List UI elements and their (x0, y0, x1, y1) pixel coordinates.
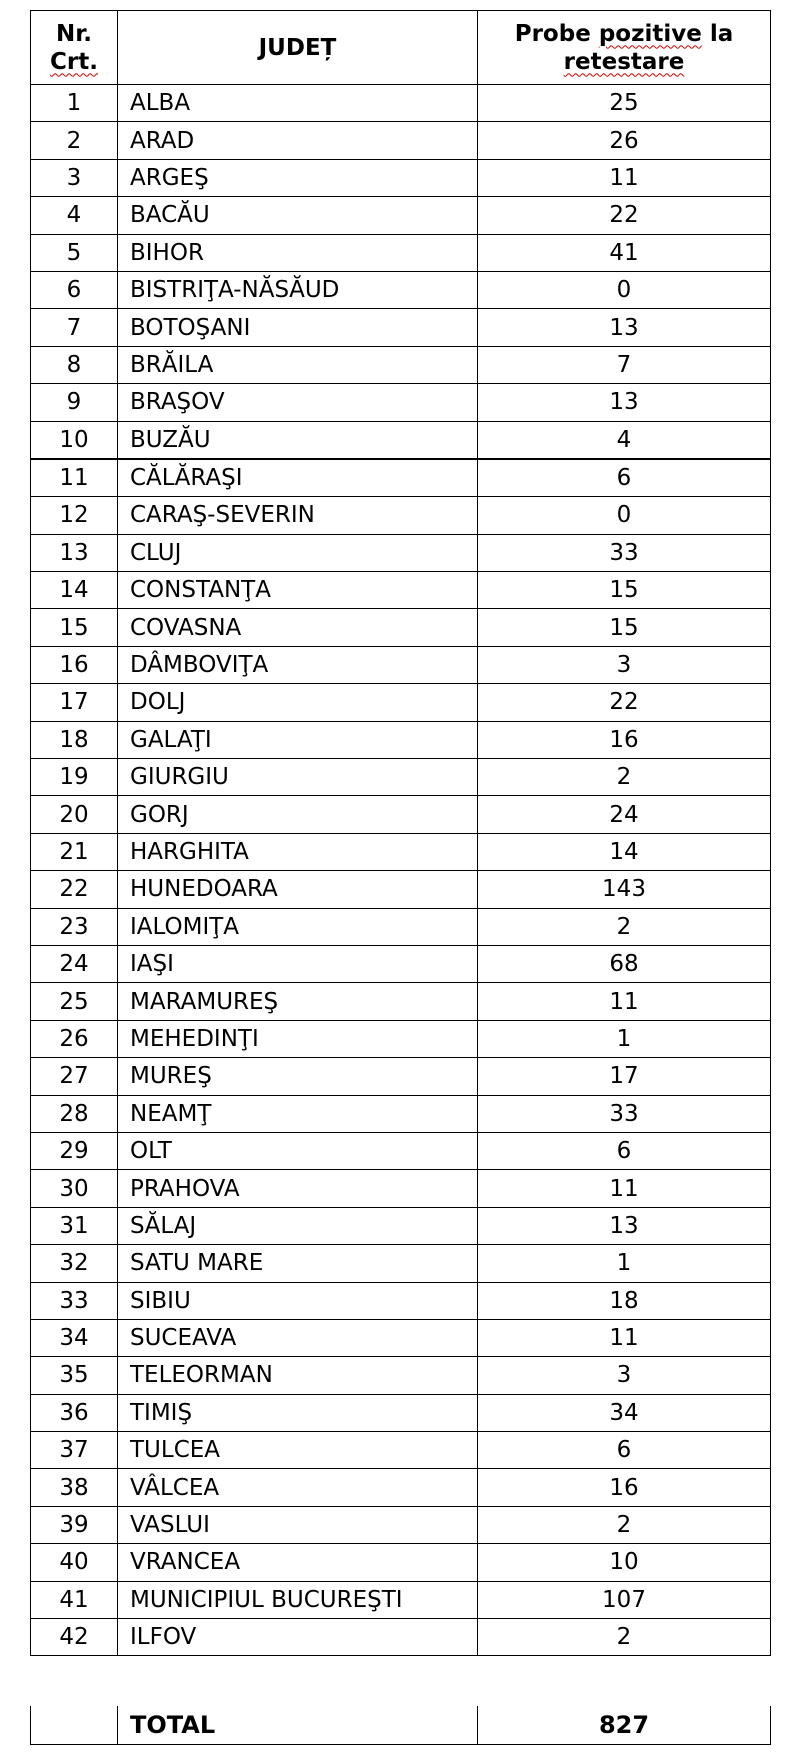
table-row (31, 459, 771, 497)
row-county: GALAŢI (118, 721, 478, 758)
table-row (31, 234, 771, 271)
table-row (31, 1619, 771, 1656)
row-number: 30 (31, 1170, 118, 1207)
row-number: 25 (31, 983, 118, 1020)
row-county: SIBIU (118, 1282, 478, 1319)
table-row (31, 1544, 771, 1581)
table-row (31, 796, 771, 833)
header-nr-crt (31, 11, 118, 85)
row-value: 2 (478, 1619, 771, 1656)
table-row (31, 1357, 771, 1394)
table-row (31, 271, 771, 308)
row-value: 0 (478, 497, 771, 534)
row-county: BRĂILA (118, 346, 478, 383)
row-county: VASLUI (118, 1506, 478, 1543)
row-value: 11 (478, 159, 771, 196)
row-number: 13 (31, 534, 118, 571)
row-value: 10 (478, 1544, 771, 1581)
row-county: ILFOV (118, 1619, 478, 1656)
row-county: HARGHITA (118, 833, 478, 870)
table-row (31, 421, 771, 459)
row-value: 1 (478, 1245, 771, 1282)
row-value: 6 (478, 459, 771, 497)
row-value: 68 (478, 945, 771, 982)
row-value: 11 (478, 1170, 771, 1207)
row-value: 6 (478, 1132, 771, 1169)
row-number: 22 (31, 871, 118, 908)
table-row (31, 646, 771, 683)
row-value: 34 (478, 1394, 771, 1431)
row-county: MARAMUREŞ (118, 983, 478, 1020)
row-value: 2 (478, 1506, 771, 1543)
row-county: IALOMIŢA (118, 908, 478, 945)
row-number: 5 (31, 234, 118, 271)
row-number: 34 (31, 1319, 118, 1356)
row-value: 11 (478, 1319, 771, 1356)
row-number: 35 (31, 1357, 118, 1394)
table-row (31, 721, 771, 758)
row-number: 17 (31, 684, 118, 721)
row-value: 2 (478, 908, 771, 945)
table-row (31, 497, 771, 534)
row-number: 36 (31, 1394, 118, 1431)
row-value: 7 (478, 346, 771, 383)
row-number: 9 (31, 384, 118, 421)
header-positive-retests (478, 11, 771, 85)
table-row (31, 684, 771, 721)
row-county: CĂLĂRAŞI (118, 459, 478, 497)
row-county: SUCEAVA (118, 1319, 478, 1356)
table-row (31, 346, 771, 383)
row-number: 33 (31, 1282, 118, 1319)
total-label: TOTAL (118, 1706, 478, 1745)
row-county: CLUJ (118, 534, 478, 571)
row-number: 41 (31, 1581, 118, 1618)
table-row (31, 1245, 771, 1282)
row-county: SĂLAJ (118, 1207, 478, 1244)
row-value: 16 (478, 1469, 771, 1506)
row-number: 12 (31, 497, 118, 534)
row-number: 7 (31, 309, 118, 346)
row-value: 1 (478, 1020, 771, 1057)
total-value: 827 (478, 1706, 771, 1745)
row-county: MEHEDINŢI (118, 1020, 478, 1057)
row-number: 8 (31, 346, 118, 383)
row-value: 41 (478, 234, 771, 271)
row-value: 25 (478, 85, 771, 122)
row-number: 23 (31, 908, 118, 945)
header-nr-line2: Crt. (50, 48, 98, 75)
table-row (31, 1095, 771, 1132)
row-county: VRANCEA (118, 1544, 478, 1581)
row-number: 39 (31, 1506, 118, 1543)
table-row (31, 122, 771, 159)
header-value-line1-b: pozitive (598, 20, 702, 47)
row-value: 26 (478, 122, 771, 159)
header-nr-line1: Nr. (55, 20, 93, 47)
row-county: OLT (118, 1132, 478, 1169)
row-value: 15 (478, 572, 771, 609)
table-row (31, 384, 771, 421)
row-number: 4 (31, 197, 118, 234)
row-number: 21 (31, 833, 118, 870)
row-county: NEAMŢ (118, 1095, 478, 1132)
row-county: BUZĂU (118, 421, 478, 459)
table-row (31, 1394, 771, 1431)
table-row (31, 1432, 771, 1469)
row-county: CARAŞ-SEVERIN (118, 497, 478, 534)
row-number: 19 (31, 759, 118, 796)
row-number: 27 (31, 1058, 118, 1095)
row-number: 40 (31, 1544, 118, 1581)
table-row (31, 197, 771, 234)
row-value: 24 (478, 796, 771, 833)
row-county: IAŞI (118, 945, 478, 982)
row-value: 33 (478, 1095, 771, 1132)
header-value-line1-c: la (701, 20, 734, 47)
table-row (31, 1319, 771, 1356)
row-county: VÂLCEA (118, 1469, 478, 1506)
row-number: 26 (31, 1020, 118, 1057)
row-county: ALBA (118, 85, 478, 122)
row-value: 14 (478, 833, 771, 870)
row-number: 29 (31, 1132, 118, 1169)
row-number: 42 (31, 1619, 118, 1656)
header-value-line1-a: Probe (514, 20, 599, 47)
row-value: 33 (478, 534, 771, 571)
total-table (30, 1706, 771, 1745)
county-results-table (30, 10, 771, 1656)
row-number: 24 (31, 945, 118, 982)
row-county: SATU MARE (118, 1245, 478, 1282)
row-value: 11 (478, 983, 771, 1020)
row-value: 3 (478, 646, 771, 683)
total-row (31, 1706, 771, 1745)
row-county: GORJ (118, 796, 478, 833)
row-value: 143 (478, 871, 771, 908)
table-header-row (31, 11, 771, 85)
row-value: 17 (478, 1058, 771, 1095)
row-county: DOLJ (118, 684, 478, 721)
row-value: 22 (478, 684, 771, 721)
table-row (31, 1132, 771, 1169)
total-nr-cell (31, 1706, 118, 1745)
row-county: MUREŞ (118, 1058, 478, 1095)
row-value: 13 (478, 1207, 771, 1244)
row-number: 3 (31, 159, 118, 196)
table-row (31, 1170, 771, 1207)
table-row (31, 534, 771, 571)
table-row (31, 85, 771, 122)
table-body (31, 85, 771, 1656)
row-number: 37 (31, 1432, 118, 1469)
row-number: 38 (31, 1469, 118, 1506)
row-value: 22 (478, 197, 771, 234)
table-row (31, 983, 771, 1020)
row-number: 2 (31, 122, 118, 159)
table-row (31, 1282, 771, 1319)
row-county: PRAHOVA (118, 1170, 478, 1207)
table-row (31, 759, 771, 796)
row-county: DÂMBOVIŢA (118, 646, 478, 683)
header-county (118, 11, 478, 85)
row-county: BOTOŞANI (118, 309, 478, 346)
table-row (31, 833, 771, 870)
row-value: 0 (478, 271, 771, 308)
row-number: 16 (31, 646, 118, 683)
header-county-label: JUDEȚ (258, 34, 337, 61)
table-row (31, 1469, 771, 1506)
row-number: 6 (31, 271, 118, 308)
row-number: 31 (31, 1207, 118, 1244)
table-row (31, 309, 771, 346)
row-county: BIHOR (118, 234, 478, 271)
table-row (31, 945, 771, 982)
table-row (31, 1020, 771, 1057)
row-number: 15 (31, 609, 118, 646)
row-number: 1 (31, 85, 118, 122)
table-row (31, 1058, 771, 1095)
row-value: 3 (478, 1357, 771, 1394)
row-county: TELEORMAN (118, 1357, 478, 1394)
row-value: 4 (478, 421, 771, 459)
row-county: HUNEDOARA (118, 871, 478, 908)
row-number: 18 (31, 721, 118, 758)
table-row (31, 908, 771, 945)
row-value: 15 (478, 609, 771, 646)
row-number: 20 (31, 796, 118, 833)
row-county: ARAD (118, 122, 478, 159)
row-number: 14 (31, 572, 118, 609)
row-county: COVASNA (118, 609, 478, 646)
row-value: 2 (478, 759, 771, 796)
row-county: CONSTANŢA (118, 572, 478, 609)
row-county: BISTRIŢA-NĂSĂUD (118, 271, 478, 308)
row-county: TIMIŞ (118, 1394, 478, 1431)
row-value: 13 (478, 309, 771, 346)
row-value: 6 (478, 1432, 771, 1469)
row-number: 11 (31, 459, 118, 497)
table-row (31, 572, 771, 609)
county-table-wrapper (30, 10, 770, 1656)
row-county: ARGEŞ (118, 159, 478, 196)
row-number: 10 (31, 421, 118, 459)
row-county: MUNICIPIUL BUCUREŞTI (118, 1581, 478, 1618)
table-row (31, 1506, 771, 1543)
header-value-line2: retestare (563, 48, 685, 75)
row-value: 18 (478, 1282, 771, 1319)
table-row (31, 1207, 771, 1244)
table-row (31, 159, 771, 196)
table-row (31, 609, 771, 646)
row-county: BACĂU (118, 197, 478, 234)
row-value: 107 (478, 1581, 771, 1618)
row-value: 16 (478, 721, 771, 758)
row-value: 13 (478, 384, 771, 421)
total-wrapper (30, 1706, 770, 1745)
row-county: TULCEA (118, 1432, 478, 1469)
table-row (31, 1581, 771, 1618)
row-number: 32 (31, 1245, 118, 1282)
table-row (31, 871, 771, 908)
row-county: BRAŞOV (118, 384, 478, 421)
row-number: 28 (31, 1095, 118, 1132)
row-county: GIURGIU (118, 759, 478, 796)
